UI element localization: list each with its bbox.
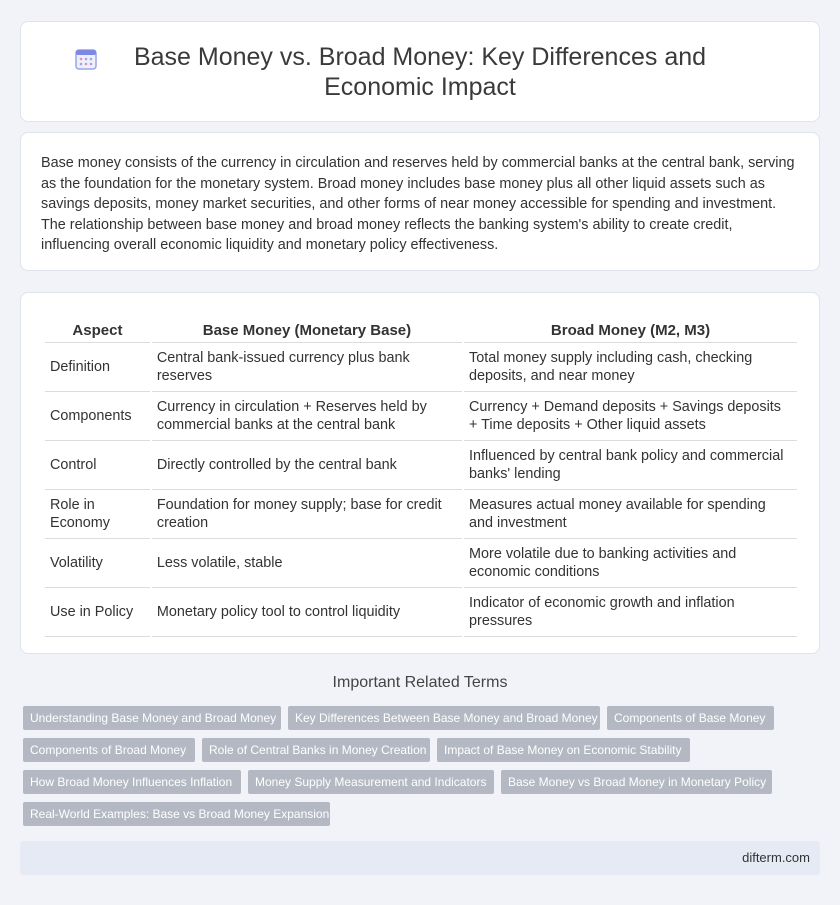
row-aspect: Definition xyxy=(45,343,150,392)
related-tag[interactable]: Role of Central Banks in Money Creation xyxy=(202,738,430,762)
related-tag[interactable]: Base Money vs Broad Money in Monetary Policy xyxy=(501,770,772,794)
row-base-money: Currency in circulation + Reserves held by commercial banks at the central bank xyxy=(152,392,462,441)
related-tag[interactable]: Money Supply Measurement and Indicators xyxy=(248,770,494,794)
row-aspect: Components xyxy=(45,392,150,441)
row-base-money: Monetary policy tool to control liquidity xyxy=(152,588,462,637)
row-aspect: Control xyxy=(45,441,150,490)
comparison-table-card xyxy=(20,292,820,654)
row-base-money: Foundation for money supply; base for credit creation xyxy=(152,490,462,539)
row-aspect: Volatility xyxy=(45,539,150,588)
table-row xyxy=(45,588,797,637)
row-broad-money: Currency + Demand deposits + Savings deposits + Time deposits + Other liquid assets xyxy=(464,392,797,441)
related-terms-title: Important Related Terms xyxy=(332,674,508,691)
row-broad-money: Total money supply including cash, checking deposits, and near money xyxy=(464,343,797,392)
table-header-row xyxy=(45,313,797,343)
intro-paragraph: Base money consists of the currency in circulation and reserves held by commercial banks at the central bank, serving as the foundation for the monetary system. Broad money includes base money plus all other liquid assets such as savings deposits, money market securities, and other forms of near money accessible for spending and investment. The relationship between base money and broad money reflects the banking system's ability to create credit, influencing overall economic liquidity and monetary policy effectiveness. xyxy=(41,155,795,253)
related-tag[interactable]: Components of Base Money xyxy=(607,706,774,730)
related-tag[interactable]: Key Differences Between Base Money and Broad Money xyxy=(288,706,600,730)
intro-card xyxy=(20,132,820,271)
row-aspect: Role in Economy xyxy=(45,490,150,539)
site-link[interactable]: difterm.com xyxy=(742,850,810,865)
table-row xyxy=(45,490,797,539)
header-card xyxy=(20,21,820,122)
related-tag[interactable]: Understanding Base Money and Broad Money xyxy=(23,706,281,730)
related-tag[interactable]: Components of Broad Money xyxy=(23,738,195,762)
page-title: Base Money vs. Broad Money: Key Differences and Economic Impact xyxy=(133,42,707,101)
table-row xyxy=(45,441,797,490)
row-broad-money: Indicator of economic growth and inflation pressures xyxy=(464,588,797,637)
row-aspect: Use in Policy xyxy=(45,588,150,637)
table-row xyxy=(45,539,797,588)
related-tag[interactable]: Impact of Base Money on Economic Stability xyxy=(437,738,690,762)
related-tag[interactable]: How Broad Money Influences Inflation xyxy=(23,770,241,794)
comparison-table xyxy=(43,313,799,637)
column-header-base-money: Base Money (Monetary Base) xyxy=(152,313,462,343)
row-base-money: Directly controlled by the central bank xyxy=(152,441,462,490)
table-row xyxy=(45,343,797,392)
related-tag[interactable]: Real-World Examples: Base vs Broad Money Expansion xyxy=(23,802,330,826)
row-broad-money: Measures actual money available for spending and investment xyxy=(464,490,797,539)
footer xyxy=(20,841,820,875)
column-header-aspect: Aspect xyxy=(45,313,150,343)
row-base-money: Less volatile, stable xyxy=(152,539,462,588)
row-broad-money: More volatile due to banking activities and economic conditions xyxy=(464,539,797,588)
row-base-money: Central bank-issued currency plus bank reserves xyxy=(152,343,462,392)
column-header-broad-money: Broad Money (M2, M3) xyxy=(464,313,797,343)
row-broad-money: Influenced by central bank policy and commercial banks' lending xyxy=(464,441,797,490)
table-row xyxy=(45,392,797,441)
